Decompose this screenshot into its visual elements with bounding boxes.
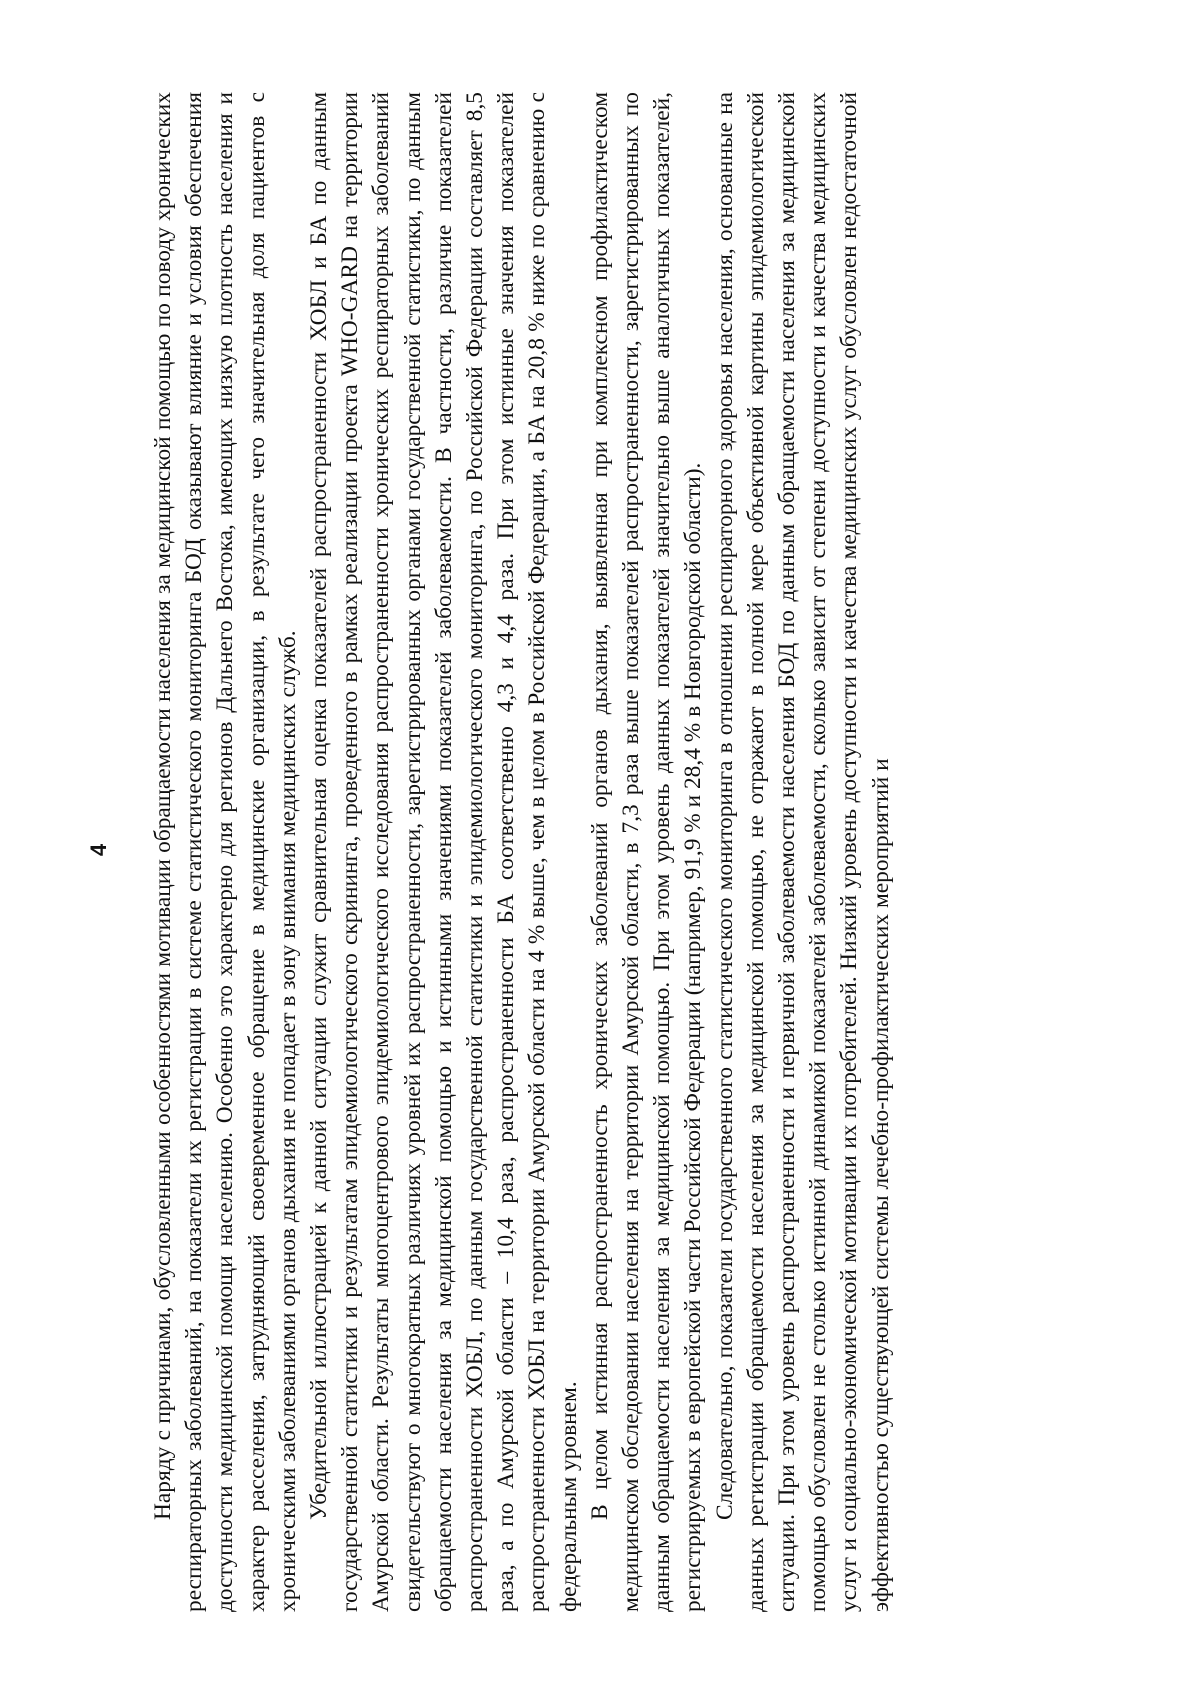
body-text xyxy=(148,92,897,1612)
paragraph-1: Наряду с причинами, обусловленными особенностями мотивации обращаемости населения за медицинской помощью по поводу хронических респираторных заболеваний, на показатели их регистрации в системе статистического мониторинга БОД оказывают влияние и условия обеспечения доступности медицинской помощи населению. Особенно это характерно для регионов Дальнего Востока, имеющих низкую плотность населения и характер расселения, затрудняющий своевременное обращение в медицинские организации, в результате чего значительная доля пациентов с хроническими заболеваниями органов дыхания не попадает в зону внимания медицинских служб. xyxy=(150,92,301,1612)
paragraph-3: В целом истинная распространенность хронических заболеваний органов дыхания, выявленная при комплексном профилактическом медицинском обследовании населения на территории Амурской области, в 7,3 раза выше показателей распространенности, зарегистрированных по данным обращаемости населения за медицинской помощью. При этом уровень данных показателей значительно выше аналогичных показателей, регистрируемых в европейской части Российской Федерации (например, 91,9 % и 28,4 % в Новгородской области). xyxy=(586,92,707,1612)
rotated-page-content xyxy=(80,60,1120,1640)
paragraph-2: Убедительной иллюстрацией к данной ситуации служит сравнительная оценка показателей распространенности ХОБЛ и БА по данным государственной статистики и результатам эпидемиологического скрининга, проведенного в рамках реализации проекта WHO-GARD на территории Амурской области. Результаты многоцентрового эпидемиологического исследования распространенности хронических респираторных заболеваний свидетельствуют о многократных различиях уровней их распространенности, зарегистрированных органами государственной статистики, по данным обращаемости населения за медицинской помощью и истинными значениями показателей заболеваемости. В частности, различие показателей распространенности ХОБЛ, по данным государственной статистики и эпидемиологического мониторинга, по Российской Федерации составляет 8,5 раза, а по Амурской области – 10,4 раза, распространенности БА соответственно 4,3 и 4,4 раза. При этом истинные значения показателей распространенности ХОБЛ на территории Амурской области на 4 % выше, чем в целом в Российской Федерации, а БА на 20,8 % ниже по сравнению с федеральным уровнем. xyxy=(306,92,582,1612)
paragraph-4: Следовательно, показатели государственного статистического мониторинга в отношении респираторного здоровья населения, основанные на данных регистрации обращаемости населения за медицинской помощью, не отражают в полной мере объективной картины эпидемиологической ситуации. При этом уровень распространенности и первичной заболеваемости населения БОД по данным обращаемости населения за медицинской помощью обусловлен не столько истинной динамикой показателей заболеваемости, сколько зависит от степени доступности и качества медицинских услуг и социально-экономической мотивации их потребителей. Низкий уровень доступности и качества медицинских услуг обусловлен недостаточной эффективностью существующей системы лечебно-профилактических мероприятий и xyxy=(711,92,894,1612)
page-number: 4 xyxy=(86,843,111,857)
